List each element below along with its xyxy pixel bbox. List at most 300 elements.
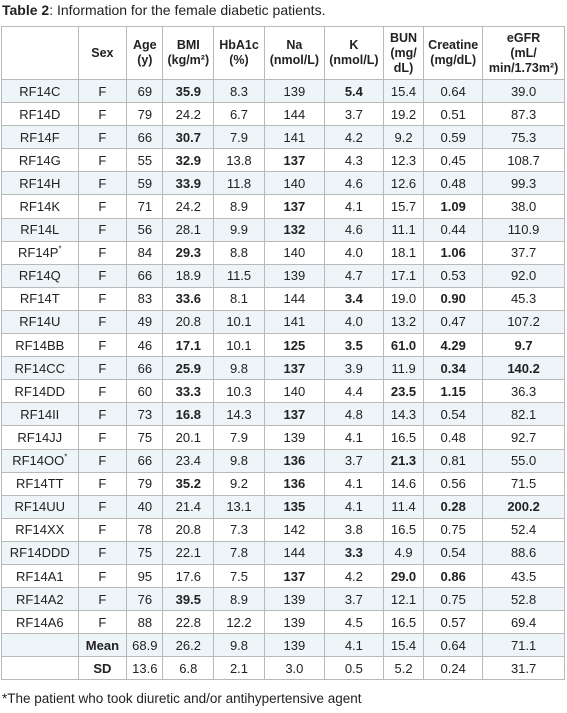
header-creatine-line: (mg/dL) bbox=[430, 53, 477, 67]
cell-age: 49 bbox=[127, 310, 163, 333]
footnote-marker: * bbox=[64, 452, 68, 462]
summary-hba1c: 9.8 bbox=[214, 634, 265, 657]
cell-hba1c: 7.9 bbox=[214, 126, 265, 149]
patient-id: RF14Q bbox=[18, 268, 61, 284]
cell-bmi: 17.6 bbox=[163, 564, 214, 587]
patient-id-cell bbox=[2, 310, 79, 333]
cell-sex: F bbox=[78, 218, 127, 241]
cell-na: 139 bbox=[264, 80, 324, 103]
cell-hba1c: 8.9 bbox=[214, 195, 265, 218]
cell-sex: F bbox=[78, 80, 127, 103]
cell-bmi: 33.6 bbox=[163, 287, 214, 310]
cell-egfr: 36.3 bbox=[483, 380, 565, 403]
table-row bbox=[2, 241, 565, 264]
table-row bbox=[2, 334, 565, 357]
patient-id: RF14DDD bbox=[9, 545, 70, 561]
summary-egfr: 71.1 bbox=[483, 634, 565, 657]
cell-bun: 61.0 bbox=[383, 334, 423, 357]
summary-bun: 15.4 bbox=[383, 634, 423, 657]
header-bun-line: (mg/ bbox=[390, 45, 417, 60]
cell-age: 83 bbox=[127, 287, 163, 310]
patient-id-cell bbox=[2, 449, 79, 472]
patient-id: RF14P bbox=[17, 245, 59, 261]
cell-bun: 11.4 bbox=[383, 495, 423, 518]
cell-bmi: 28.1 bbox=[163, 218, 214, 241]
cell-age: 78 bbox=[127, 518, 163, 541]
patient-id-cell bbox=[2, 80, 79, 103]
cell-egfr: 69.4 bbox=[483, 611, 565, 634]
patient-id: RF14A1 bbox=[15, 568, 64, 584]
patient-id-cell bbox=[2, 264, 79, 287]
header-na bbox=[264, 27, 324, 80]
table-row bbox=[2, 564, 565, 587]
cell-bmi: 22.8 bbox=[163, 611, 214, 634]
table-row bbox=[2, 264, 565, 287]
cell-k: 4.1 bbox=[324, 472, 383, 495]
patient-id-cell bbox=[2, 126, 79, 149]
cell-egfr: 107.2 bbox=[483, 310, 565, 333]
cell-na: 139 bbox=[264, 611, 324, 634]
cell-na: 140 bbox=[264, 380, 324, 403]
cell-k: 4.1 bbox=[324, 495, 383, 518]
cell-bmi: 16.8 bbox=[163, 403, 214, 426]
cell-na: 144 bbox=[264, 541, 324, 564]
patient-id: RF14CC bbox=[14, 360, 66, 376]
caption-label: Table 2 bbox=[2, 2, 50, 18]
cell-hba1c: 7.8 bbox=[214, 541, 265, 564]
patient-id: RF14DD bbox=[14, 383, 66, 399]
cell-na: 137 bbox=[264, 403, 324, 426]
patient-id: RF14II bbox=[20, 406, 60, 422]
cell-sex: F bbox=[78, 357, 127, 380]
cell-na: 141 bbox=[264, 310, 324, 333]
cell-sex: F bbox=[78, 287, 127, 310]
patient-id-cell bbox=[2, 334, 79, 357]
cell-creatine: 0.86 bbox=[424, 564, 483, 587]
cell-bun: 16.5 bbox=[383, 611, 423, 634]
cell-hba1c: 9.8 bbox=[214, 449, 265, 472]
patient-id-cell bbox=[2, 287, 79, 310]
cell-sex: F bbox=[78, 472, 127, 495]
cell-sex: F bbox=[78, 495, 127, 518]
cell-creatine: 0.90 bbox=[424, 287, 483, 310]
cell-hba1c: 14.3 bbox=[214, 403, 265, 426]
cell-bun: 16.5 bbox=[383, 518, 423, 541]
table-row bbox=[2, 403, 565, 426]
cell-egfr: 43.5 bbox=[483, 564, 565, 587]
empty-cell bbox=[2, 657, 79, 680]
cell-egfr: 200.2 bbox=[483, 495, 565, 518]
cell-sex: F bbox=[78, 241, 127, 264]
cell-creatine: 0.53 bbox=[424, 264, 483, 287]
table-row bbox=[2, 310, 565, 333]
cell-age: 60 bbox=[127, 380, 163, 403]
cell-sex: F bbox=[78, 426, 127, 449]
table-row bbox=[2, 80, 565, 103]
cell-bun: 21.3 bbox=[383, 449, 423, 472]
header-age-line: (y) bbox=[137, 53, 153, 67]
header-creatine-line: Creatine bbox=[428, 38, 479, 52]
header-bmi-line: (kg/m²) bbox=[167, 53, 210, 67]
cell-hba1c: 8.8 bbox=[214, 241, 265, 264]
table-row bbox=[2, 357, 565, 380]
cell-sex: F bbox=[78, 541, 127, 564]
summary-hba1c: 2.1 bbox=[214, 657, 265, 680]
table-row bbox=[2, 380, 565, 403]
header-sex-line: Sex bbox=[91, 45, 114, 60]
cell-k: 4.5 bbox=[324, 611, 383, 634]
cell-bmi: 29.3 bbox=[163, 241, 214, 264]
header-age bbox=[127, 27, 163, 80]
cell-bun: 17.1 bbox=[383, 264, 423, 287]
summary-row-sd bbox=[2, 657, 565, 680]
patient-id: RF14UU bbox=[14, 499, 66, 515]
cell-hba1c: 7.3 bbox=[214, 518, 265, 541]
cell-na: 137 bbox=[264, 149, 324, 172]
cell-na: 144 bbox=[264, 103, 324, 126]
summary-na: 139 bbox=[264, 634, 324, 657]
cell-sex: F bbox=[78, 103, 127, 126]
cell-creatine: 0.54 bbox=[424, 541, 483, 564]
cell-na: 132 bbox=[264, 218, 324, 241]
patients-table bbox=[1, 26, 565, 680]
cell-sex: F bbox=[78, 518, 127, 541]
summary-label: Mean bbox=[78, 634, 127, 657]
cell-bmi: 20.8 bbox=[163, 310, 214, 333]
cell-hba1c: 8.3 bbox=[214, 80, 265, 103]
cell-bmi: 33.9 bbox=[163, 172, 214, 195]
cell-k: 5.4 bbox=[324, 80, 383, 103]
table-body bbox=[2, 80, 565, 680]
cell-egfr: 71.5 bbox=[483, 472, 565, 495]
cell-na: 139 bbox=[264, 426, 324, 449]
cell-bun: 11.9 bbox=[383, 357, 423, 380]
cell-age: 79 bbox=[127, 472, 163, 495]
table-row bbox=[2, 518, 565, 541]
summary-row-mean bbox=[2, 634, 565, 657]
patient-id: RF14D bbox=[19, 106, 61, 122]
cell-bun: 12.3 bbox=[383, 149, 423, 172]
patient-id: RF14G bbox=[18, 152, 61, 168]
header-hba1c-line: HbA1c bbox=[219, 38, 259, 52]
cell-hba1c: 11.8 bbox=[214, 172, 265, 195]
cell-hba1c: 7.5 bbox=[214, 564, 265, 587]
cell-creatine: 0.48 bbox=[424, 426, 483, 449]
patient-id-cell bbox=[2, 357, 79, 380]
cell-age: 75 bbox=[127, 426, 163, 449]
summary-k: 4.1 bbox=[324, 634, 383, 657]
patient-id: RF14BB bbox=[15, 337, 65, 353]
patient-id: RF14C bbox=[19, 83, 61, 99]
cell-bmi: 25.9 bbox=[163, 357, 214, 380]
patient-id: RF14TT bbox=[15, 476, 64, 492]
summary-na: 3.0 bbox=[264, 657, 324, 680]
cell-na: 137 bbox=[264, 564, 324, 587]
cell-k: 4.6 bbox=[324, 172, 383, 195]
cell-k: 3.4 bbox=[324, 287, 383, 310]
patient-id-cell bbox=[2, 149, 79, 172]
cell-sex: F bbox=[78, 310, 127, 333]
table-row bbox=[2, 426, 565, 449]
cell-hba1c: 13.1 bbox=[214, 495, 265, 518]
header-k bbox=[324, 27, 383, 80]
header-sex bbox=[78, 27, 127, 80]
cell-na: 140 bbox=[264, 172, 324, 195]
cell-bmi: 30.7 bbox=[163, 126, 214, 149]
table-row bbox=[2, 449, 565, 472]
cell-sex: F bbox=[78, 264, 127, 287]
cell-bmi: 21.4 bbox=[163, 495, 214, 518]
cell-bun: 14.6 bbox=[383, 472, 423, 495]
cell-age: 56 bbox=[127, 218, 163, 241]
header-egfr-line: min/1.73m²) bbox=[488, 60, 559, 75]
cell-egfr: 9.7 bbox=[483, 334, 565, 357]
cell-age: 46 bbox=[127, 334, 163, 357]
cell-creatine: 0.47 bbox=[424, 310, 483, 333]
cell-egfr: 140.2 bbox=[483, 357, 565, 380]
table-caption bbox=[2, 0, 325, 20]
table-row bbox=[2, 195, 565, 218]
cell-k: 4.1 bbox=[324, 426, 383, 449]
cell-hba1c: 8.1 bbox=[214, 287, 265, 310]
cell-hba1c: 10.3 bbox=[214, 380, 265, 403]
header-id bbox=[2, 27, 79, 80]
cell-creatine: 0.51 bbox=[424, 103, 483, 126]
cell-sex: F bbox=[78, 149, 127, 172]
cell-bmi: 17.1 bbox=[163, 334, 214, 357]
cell-na: 125 bbox=[264, 334, 324, 357]
cell-egfr: 82.1 bbox=[483, 403, 565, 426]
cell-hba1c: 9.8 bbox=[214, 357, 265, 380]
cell-k: 4.2 bbox=[324, 126, 383, 149]
cell-bun: 19.2 bbox=[383, 103, 423, 126]
header-egfr-line: (mL/ bbox=[510, 45, 537, 60]
table-row bbox=[2, 588, 565, 611]
header-row bbox=[2, 27, 565, 80]
cell-bun: 19.0 bbox=[383, 287, 423, 310]
cell-bmi: 20.1 bbox=[163, 426, 214, 449]
cell-egfr: 39.0 bbox=[483, 80, 565, 103]
cell-age: 59 bbox=[127, 172, 163, 195]
cell-creatine: 0.75 bbox=[424, 518, 483, 541]
cell-na: 140 bbox=[264, 241, 324, 264]
patient-id-cell bbox=[2, 380, 79, 403]
patient-id: RF14A6 bbox=[15, 614, 64, 630]
cell-k: 4.6 bbox=[324, 218, 383, 241]
cell-sex: F bbox=[78, 195, 127, 218]
cell-bun: 4.9 bbox=[383, 541, 423, 564]
cell-hba1c: 10.1 bbox=[214, 334, 265, 357]
cell-creatine: 1.06 bbox=[424, 241, 483, 264]
cell-hba1c: 11.5 bbox=[214, 264, 265, 287]
cell-age: 66 bbox=[127, 264, 163, 287]
cell-bmi: 24.2 bbox=[163, 103, 214, 126]
summary-bmi: 26.2 bbox=[163, 634, 214, 657]
summary-creatine: 0.64 bbox=[424, 634, 483, 657]
header-bun-line: BUN bbox=[389, 30, 418, 45]
empty-cell bbox=[2, 634, 79, 657]
cell-age: 55 bbox=[127, 149, 163, 172]
cell-bmi: 35.2 bbox=[163, 472, 214, 495]
cell-na: 139 bbox=[264, 588, 324, 611]
cell-bmi: 23.4 bbox=[163, 449, 214, 472]
patient-id-cell bbox=[2, 564, 79, 587]
cell-k: 3.3 bbox=[324, 541, 383, 564]
cell-creatine: 0.64 bbox=[424, 80, 483, 103]
cell-creatine: 0.54 bbox=[424, 403, 483, 426]
cell-egfr: 55.0 bbox=[483, 449, 565, 472]
cell-bmi: 20.8 bbox=[163, 518, 214, 541]
patient-id: RF14OO bbox=[12, 453, 65, 469]
cell-hba1c: 9.2 bbox=[214, 472, 265, 495]
cell-creatine: 0.48 bbox=[424, 172, 483, 195]
header-bun-line: dL) bbox=[393, 60, 414, 75]
cell-sex: F bbox=[78, 611, 127, 634]
patient-id: RF14T bbox=[19, 291, 60, 307]
footnote: *The patient who took diuretic and/or antihypertensive agent bbox=[2, 691, 362, 706]
cell-bun: 11.1 bbox=[383, 218, 423, 241]
cell-bmi: 35.9 bbox=[163, 80, 214, 103]
header-egfr-line: eGFR bbox=[506, 30, 541, 45]
patient-id: RF14JJ bbox=[17, 429, 63, 445]
cell-na: 137 bbox=[264, 357, 324, 380]
cell-creatine: 0.81 bbox=[424, 449, 483, 472]
cell-egfr: 37.7 bbox=[483, 241, 565, 264]
summary-bun: 5.2 bbox=[383, 657, 423, 680]
header-bun bbox=[383, 27, 423, 80]
header-na-line: Na bbox=[286, 38, 303, 52]
cell-egfr: 87.3 bbox=[483, 103, 565, 126]
cell-age: 71 bbox=[127, 195, 163, 218]
patient-id-cell bbox=[2, 588, 79, 611]
cell-bun: 13.2 bbox=[383, 310, 423, 333]
cell-k: 3.7 bbox=[324, 588, 383, 611]
cell-hba1c: 12.2 bbox=[214, 611, 265, 634]
summary-egfr: 31.7 bbox=[483, 657, 565, 680]
patient-id-cell bbox=[2, 518, 79, 541]
cell-creatine: 0.59 bbox=[424, 126, 483, 149]
cell-egfr: 108.7 bbox=[483, 149, 565, 172]
summary-bmi: 6.8 bbox=[163, 657, 214, 680]
cell-hba1c: 6.7 bbox=[214, 103, 265, 126]
patient-id: RF14XX bbox=[15, 522, 65, 538]
table-row bbox=[2, 611, 565, 634]
cell-sex: F bbox=[78, 380, 127, 403]
table-row bbox=[2, 126, 565, 149]
cell-k: 3.7 bbox=[324, 449, 383, 472]
cell-egfr: 92.7 bbox=[483, 426, 565, 449]
table-row bbox=[2, 172, 565, 195]
cell-k: 4.4 bbox=[324, 380, 383, 403]
cell-age: 66 bbox=[127, 126, 163, 149]
header-egfr bbox=[483, 27, 565, 80]
table-row bbox=[2, 218, 565, 241]
header-k-line: (nmol/L) bbox=[329, 53, 379, 67]
patient-id: RF14L bbox=[20, 222, 60, 238]
cell-bun: 14.3 bbox=[383, 403, 423, 426]
header-hba1c bbox=[214, 27, 265, 80]
cell-age: 88 bbox=[127, 611, 163, 634]
cell-bmi: 39.5 bbox=[163, 588, 214, 611]
patient-id-cell bbox=[2, 426, 79, 449]
cell-k: 3.5 bbox=[324, 334, 383, 357]
patient-id: RF14A2 bbox=[15, 591, 64, 607]
patient-id-cell bbox=[2, 541, 79, 564]
cell-k: 4.3 bbox=[324, 149, 383, 172]
cell-age: 40 bbox=[127, 495, 163, 518]
patient-id: RF14H bbox=[19, 175, 61, 191]
cell-sex: F bbox=[78, 172, 127, 195]
cell-age: 75 bbox=[127, 541, 163, 564]
cell-bun: 18.1 bbox=[383, 241, 423, 264]
cell-egfr: 38.0 bbox=[483, 195, 565, 218]
cell-k: 3.8 bbox=[324, 518, 383, 541]
cell-sex: F bbox=[78, 403, 127, 426]
cell-sex: F bbox=[78, 126, 127, 149]
table-row bbox=[2, 103, 565, 126]
cell-egfr: 88.6 bbox=[483, 541, 565, 564]
footnote-marker: * bbox=[58, 244, 62, 254]
cell-creatine: 0.75 bbox=[424, 588, 483, 611]
table-row bbox=[2, 541, 565, 564]
header-bmi-line: BMI bbox=[176, 38, 200, 52]
patient-id-cell bbox=[2, 195, 79, 218]
cell-hba1c: 9.9 bbox=[214, 218, 265, 241]
cell-hba1c: 7.9 bbox=[214, 426, 265, 449]
cell-na: 137 bbox=[264, 195, 324, 218]
header-k-line: K bbox=[349, 38, 359, 52]
cell-bun: 9.2 bbox=[383, 126, 423, 149]
table-row bbox=[2, 495, 565, 518]
cell-na: 136 bbox=[264, 472, 324, 495]
cell-bun: 23.5 bbox=[383, 380, 423, 403]
cell-bun: 12.1 bbox=[383, 588, 423, 611]
cell-sex: F bbox=[78, 449, 127, 472]
patient-id-cell bbox=[2, 611, 79, 634]
cell-age: 76 bbox=[127, 588, 163, 611]
cell-creatine: 0.34 bbox=[424, 357, 483, 380]
patient-id: RF14K bbox=[19, 199, 61, 215]
patient-id-cell bbox=[2, 172, 79, 195]
cell-k: 4.7 bbox=[324, 264, 383, 287]
cell-bun: 29.0 bbox=[383, 564, 423, 587]
table-row bbox=[2, 472, 565, 495]
cell-age: 69 bbox=[127, 80, 163, 103]
cell-creatine: 0.45 bbox=[424, 149, 483, 172]
cell-bun: 15.7 bbox=[383, 195, 423, 218]
cell-k: 4.8 bbox=[324, 403, 383, 426]
cell-na: 141 bbox=[264, 126, 324, 149]
cell-creatine: 1.15 bbox=[424, 380, 483, 403]
cell-k: 3.7 bbox=[324, 103, 383, 126]
cell-hba1c: 13.8 bbox=[214, 149, 265, 172]
table-row bbox=[2, 287, 565, 310]
cell-creatine: 0.44 bbox=[424, 218, 483, 241]
cell-bmi: 18.9 bbox=[163, 264, 214, 287]
cell-k: 4.2 bbox=[324, 564, 383, 587]
cell-age: 73 bbox=[127, 403, 163, 426]
cell-egfr: 92.0 bbox=[483, 264, 565, 287]
cell-k: 4.0 bbox=[324, 241, 383, 264]
header-bmi bbox=[163, 27, 214, 80]
cell-creatine: 0.57 bbox=[424, 611, 483, 634]
summary-label: SD bbox=[78, 657, 127, 680]
summary-k: 0.5 bbox=[324, 657, 383, 680]
header-hba1c-line: (%) bbox=[229, 53, 249, 67]
cell-na: 139 bbox=[264, 264, 324, 287]
summary-creatine: 0.24 bbox=[424, 657, 483, 680]
cell-bun: 16.5 bbox=[383, 426, 423, 449]
